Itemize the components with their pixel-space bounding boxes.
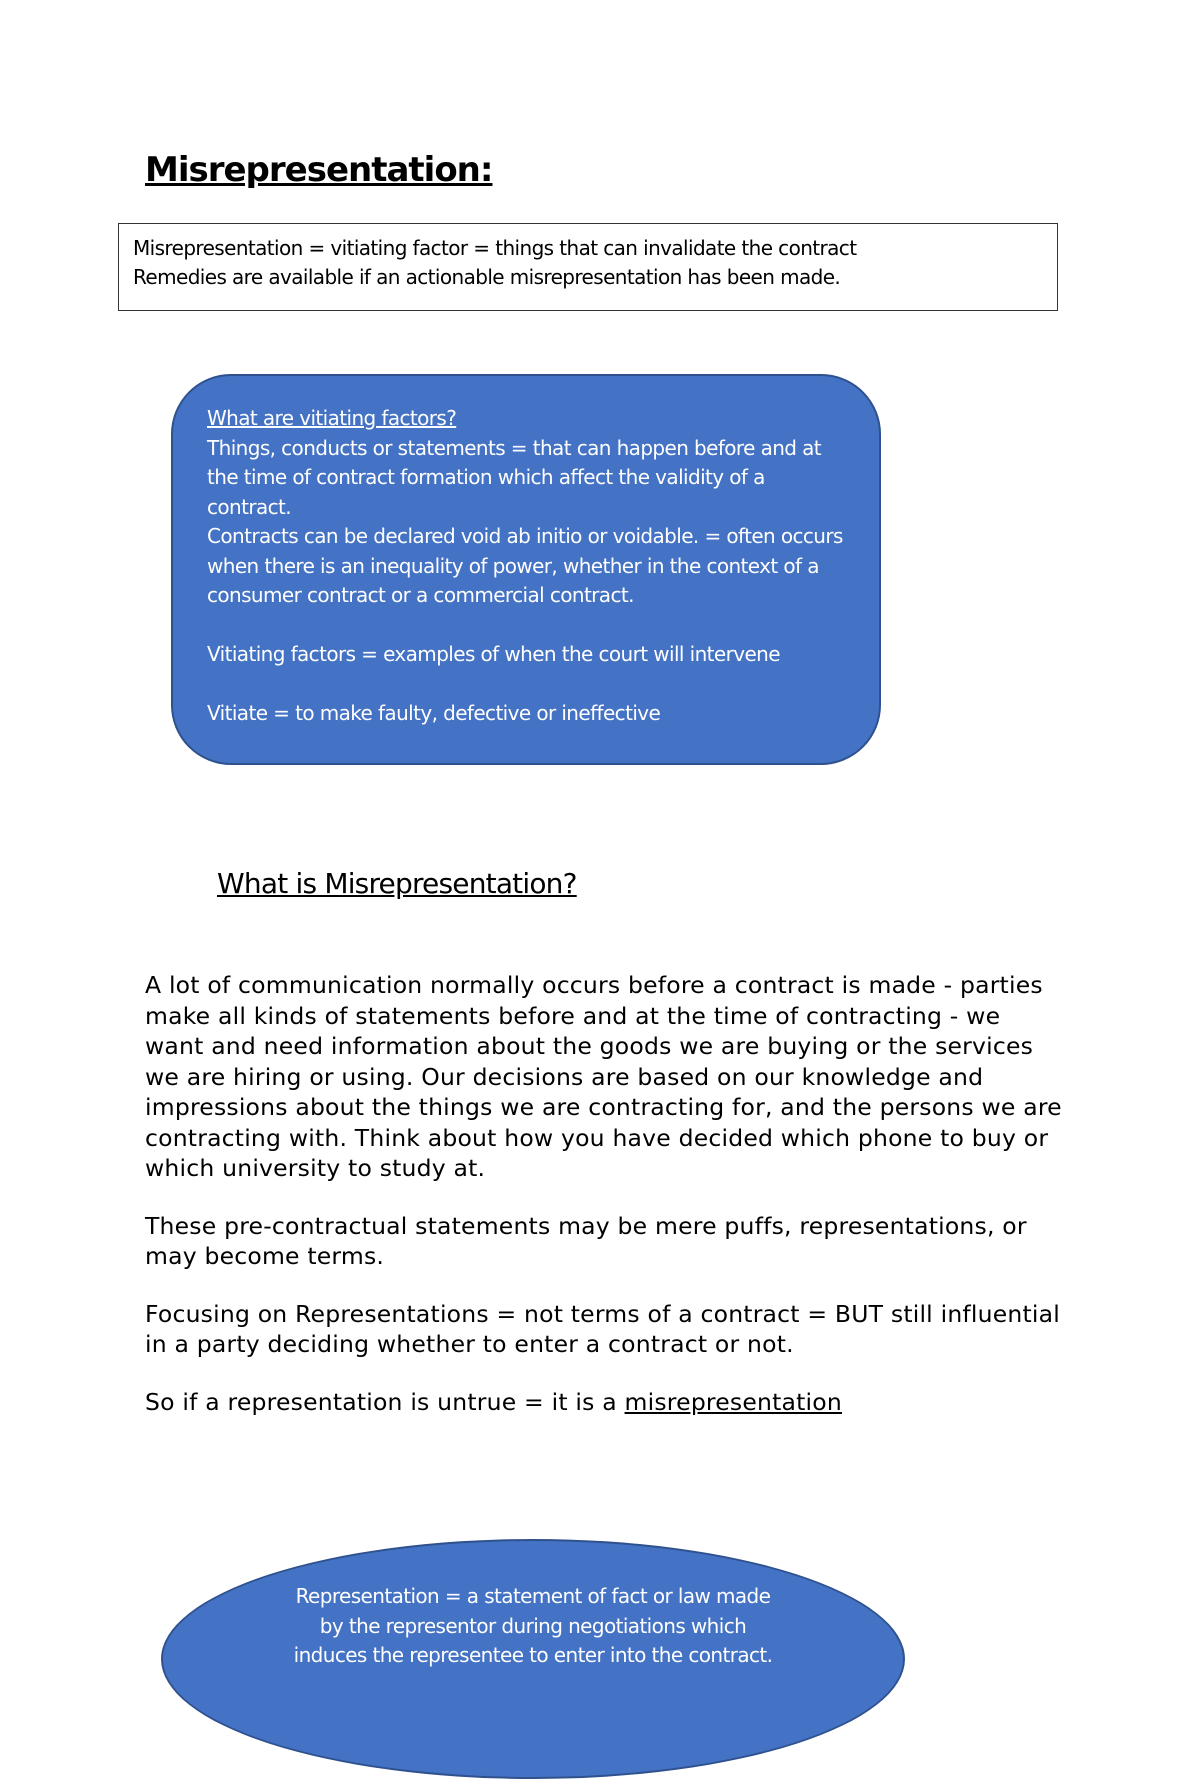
vitiating-factors-box xyxy=(171,374,881,765)
vitiating-para-4: Vitiate = to make faulty, defective or ineffective xyxy=(207,701,661,725)
misrepresentation-term: misrepresentation xyxy=(624,1387,842,1416)
representation-definition: Representation = a statement of fact or law made by the representor during negotiations which induces the representee to enter into the contract. xyxy=(293,1584,773,1667)
body-para-4 xyxy=(145,1387,1065,1418)
vitiating-para-3: Vitiating factors = examples of when the court will intervene xyxy=(207,642,780,666)
vitiating-para-1: Things, conducts or statements = that can happen before and at the time of contract formation which affect the validity of a contract. xyxy=(207,435,822,519)
representation-definition-ellipse xyxy=(161,1539,905,1779)
intro-line-1: Misrepresentation = vitiating factor = things that can invalidate the contract xyxy=(133,236,857,260)
vitiating-para-2: Contracts can be declared void ab initio or voidable. = often occurs when there is an inequality of power, whether in the context of a consumer contract or a commercial contract. xyxy=(207,524,843,607)
intro-box xyxy=(118,223,1058,311)
page-title: Misrepresentation: xyxy=(145,150,493,190)
body-text xyxy=(145,970,1065,1444)
body-para-3: Focusing on Representations = not terms of a contract = BUT still influential in a party deciding whether to enter a contract or not. xyxy=(145,1299,1060,1358)
vitiating-question: What are vitiating factors? xyxy=(207,406,457,430)
intro-line-2: Remedies are available if an actionable misrepresentation has been made. xyxy=(133,265,841,289)
body-para-4-prefix: So if a representation is untrue = it is a xyxy=(145,1387,625,1416)
body-para-1: A lot of communication normally occurs before a contract is made - parties make all kinds of statements before and at the time of contracting - we want and need information about the goods we are buying or the services we are hiring or using. Our decisions are based on our knowledge and impressions about the things we are contracting for, and the persons we are contracting with. Think about how you have decided which phone to buy or which university to study at. xyxy=(145,971,1062,1182)
body-para-2: These pre-contractual statements may be mere puffs, representations, or may become terms. xyxy=(145,1211,1027,1270)
section-heading: What is Misrepresentation? xyxy=(217,867,577,900)
